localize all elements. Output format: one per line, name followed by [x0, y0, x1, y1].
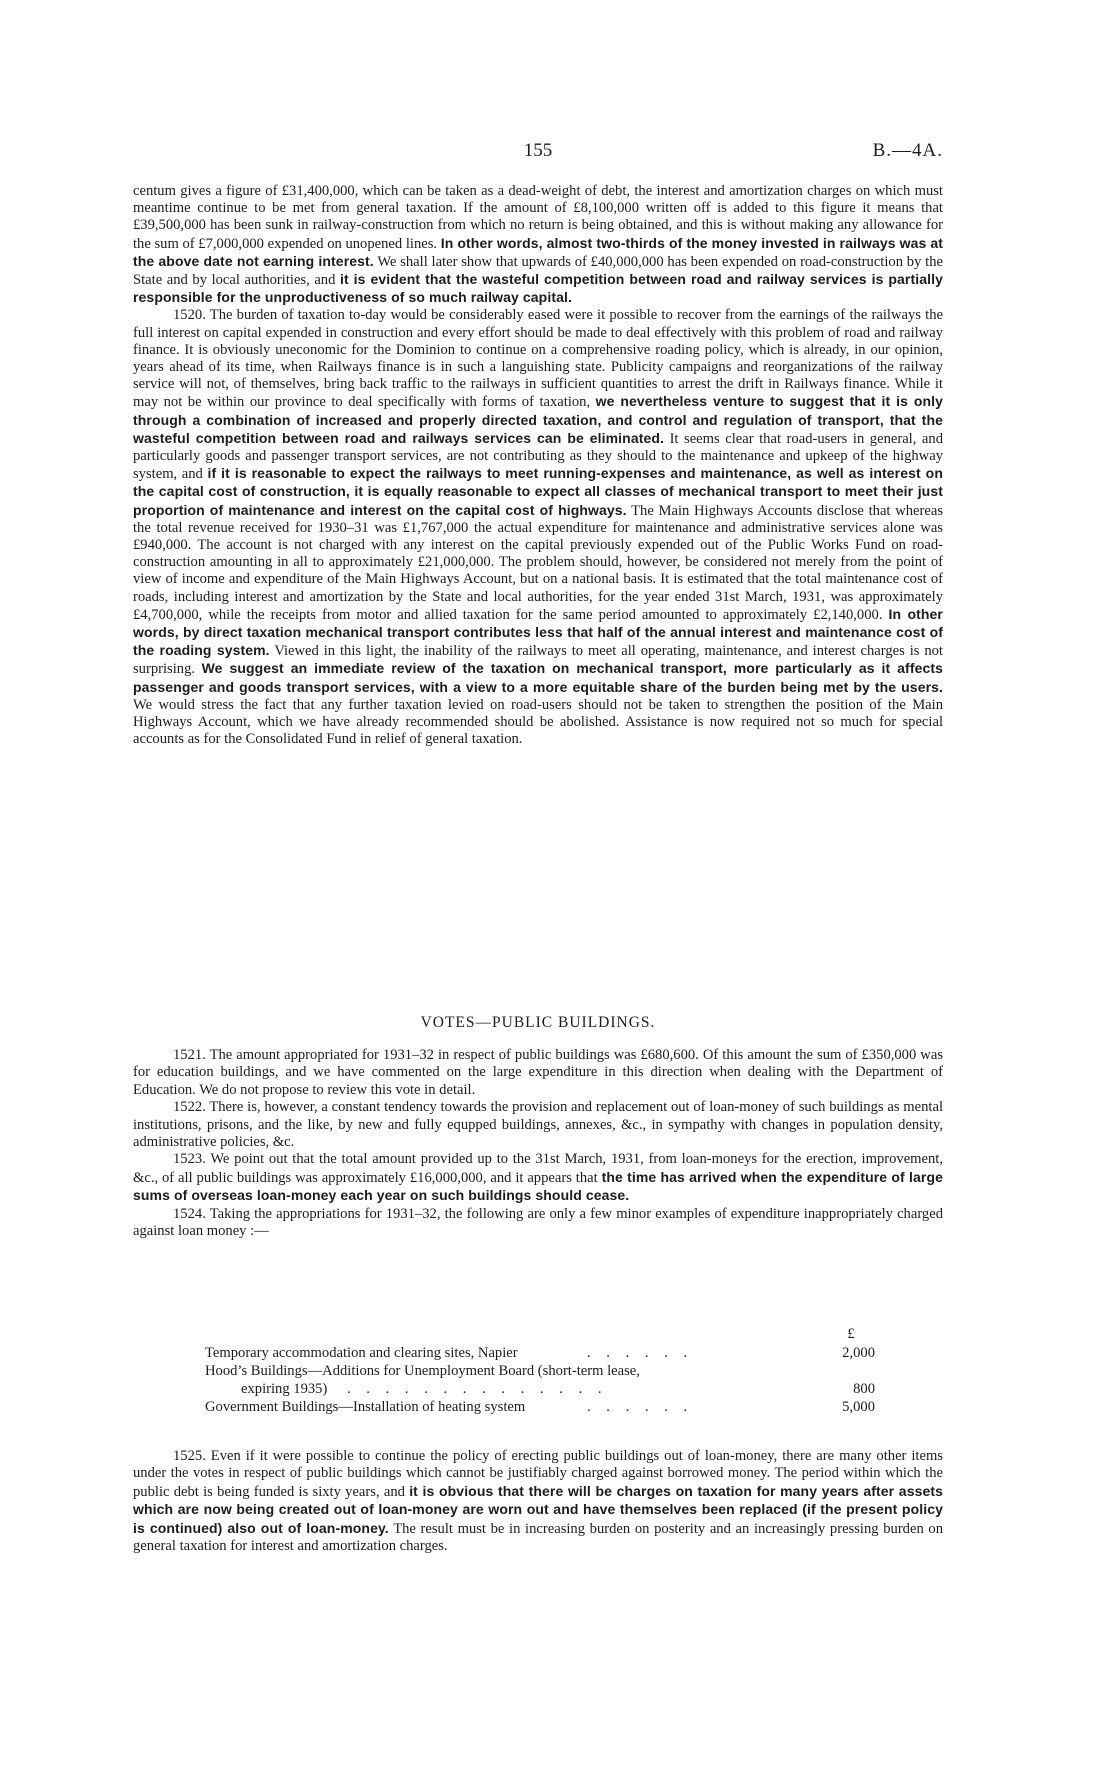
leader-dots: . . . . . . [587, 1345, 694, 1361]
leader-dots: . . . . . . . . . . . . . . [347, 1381, 608, 1397]
para-text: 1520. The burden of taxation to-day would be considerably eased were it possible to recover from the earnings of the railways the full interest on capital expended in construction and every effort should be made to deal effectively with this problem of road and railway finance. It is obviously uneconomic for the Dominion to continue on a comprehensive roading policy, which is already, in our opinion, years ahead of its time, when Railways finance is in such a languishing state. Publicity campaigns and reorganizations of the railway service will not, of themselves, bring back traffic to the railways in sufficient quantities to arrest the drift in Railways finance. While it may not be within our province to deal specifically with forms of taxation, [133, 307, 943, 411]
schedule-amount: 2,000 [842, 1345, 875, 1361]
para-text: Viewed in this light, the inability of the railways to meet all operating, maintenance, and interest charges is not surprising. [133, 643, 943, 678]
leader-dots: . . . . . . [587, 1399, 694, 1415]
currency-header: £ [847, 1326, 855, 1342]
section-heading: VOTES—PUBLIC BUILDINGS. [420, 1014, 656, 1031]
paragraph-1525-block [133, 1448, 943, 1555]
para-text: It seems clear that road-users in general, and particularly goods and passenger transport services, are not contributing as they should to the maintenance and upkeep of the highway system, and [133, 430, 943, 483]
para-text: The result must be in increasing burden on posterity and an increasingly pressing burden on general taxation for interest and amortization charges. [133, 1520, 943, 1555]
paragraph-1523 [133, 1151, 943, 1205]
para-emphasis: We suggest an immediate review of the taxation on mechanical transport, more particularly as it affects passenger and goods transport services, with a view to a more equitable share of the burden being met by the users. [133, 660, 943, 695]
schedule-amount: 5,000 [842, 1399, 875, 1415]
para-emphasis: In other words, by direct taxation mechanical transport contributes less that half of the annual interest and maintenance cost of the roading system. [133, 605, 943, 659]
para-text: 1523. We point out that the total amount provided up to the 31st March, 1931, from loan-moneys for the erection, improvement, &c., of all public buildings was approximately £16,000,000, and it appears that [133, 1151, 943, 1186]
paragraph-1525 [133, 1448, 943, 1555]
paragraph-1520 [133, 307, 943, 748]
paragraph-1522: 1522. There is, however, a constant tendency towards the provision and replacement out of loan-money of such buildings as mental institutions, prisons, and the like, by new and fully equpped buildings, annexes, &c., in sympathy with changes in population density, administrative policies, &c. [133, 1099, 943, 1151]
para-emphasis: In other words, almost two-thirds of the money invested in railways was at the above date not earning interest. [133, 234, 944, 269]
paragraph-continued [133, 183, 943, 307]
para-emphasis: we nevertheless venture to suggest that it is only through a combination of increased and properly directed taxation, and control and regulation of transport, that the wasteful competition between road and railways services can be eliminated. [133, 393, 944, 446]
page-header [133, 140, 943, 166]
para-emphasis: it is evident that the wasteful competition between road and railway services is partially responsible for the unproductiveness of so much railway capital. [133, 271, 943, 306]
schedule-label: Temporary accommodation and clearing sites, Napier [205, 1345, 518, 1361]
para-emphasis: the time has arrived when the expenditure of large sums of overseas loan-money each year on such buildings should cease. [133, 1168, 943, 1204]
public-buildings-section [133, 1047, 943, 1240]
para-emphasis: it is obvious that there will be charges on taxation for many years after assets which are now being created out of loan-money are worn out and have themselves been replaced (if the present policy is continued) also out of loan-money. [133, 1482, 943, 1536]
para-text: We shall later show that upwards of £40,000,000 has been expended on road-construction by the State and by local authorities, and [133, 253, 943, 289]
railway-finance-section [133, 183, 943, 749]
document-reference: B.—4A. [872, 140, 943, 161]
schedule-label: Government Buildings—Installation of heating system [205, 1399, 526, 1415]
paragraph-1524: 1524. Taking the appropriations for 1931–32, the following are only a few minor examples of expenditure inappropriately charged against loan money :— [133, 1205, 943, 1240]
schedule-label: expiring 1935) [241, 1381, 328, 1397]
para-emphasis: if it is reasonable to expect the railways to meet running-expenses and maintenance, as well as interest on the capital cost of construction, it is equally reasonable to expect all classes of mechanical transport to meet their just proportion of maintenance and interest on the capital cost of highways. [133, 465, 943, 518]
schedule-amount: 800 [853, 1381, 875, 1397]
para-text: 1525. Even if it were possible to continue the policy of erecting public buildings out of loan-money, there are many other items under the votes in respect of public buildings which cannot be justifiably charged against borrowed money. The period within which the public debt is being funded is sixty years, and [133, 1448, 943, 1500]
paragraph-1521: 1521. The amount appropriated for 1931–32 in respect of public buildings was £680,600. Of this amount the sum of £350,000 was for education buildings, and we have commented on the large expenditure in this direction when dealing with the Department of Education. We do not propose to review this vote in detail. [133, 1047, 943, 1098]
para-text: The Main Highways Accounts disclose that whereas the total revenue received for 1930–31 was £1,767,000 the actual expenditure for maintenance and administrative services alone was £940,000. The account is not charged with any interest on the capital previously expended out of the Public Works Fund on road-construction amounting in all to approximately £21,000,000. The problem should, however, be considered not merely from the point of view of income and expenditure of the Main Highways Account, but on a national basis. It is estimated that the total maintenance cost of roads, including interest and amortization by the State and local authorities, for the year ended 31st March, 1931, was approximately £4,700,000, while the receipts from motor and allied taxation for the same period amounted to approximately £2,140,000. [133, 502, 943, 623]
para-text: We would stress the fact that any further taxation levied on road-users should not be taken to strengthen the position of the Main Highways Account, which we have already recommended should be abolished. Assistance is now required not so much for special accounts as for the Consolidated Fund in relief of general taxation. [133, 696, 943, 748]
schedule-label: Hood’s Buildings—Additions for Unemployment Board (short-term lease, [205, 1363, 640, 1379]
page-number: 155 [523, 140, 553, 161]
para-text: centum gives a figure of £31,400,000, which can be taken as a dead-weight of debt, the interest and amortization charges on which must meantime continue to be met from general taxation. If the amount of £8,100,000 written off is added to this figure it means that £39,500,000 has been sunk in railway-construction from which no return is being obtained, and this is without making any allowance for the sum of £7,000,000 expended on unopened lines. [133, 183, 943, 252]
